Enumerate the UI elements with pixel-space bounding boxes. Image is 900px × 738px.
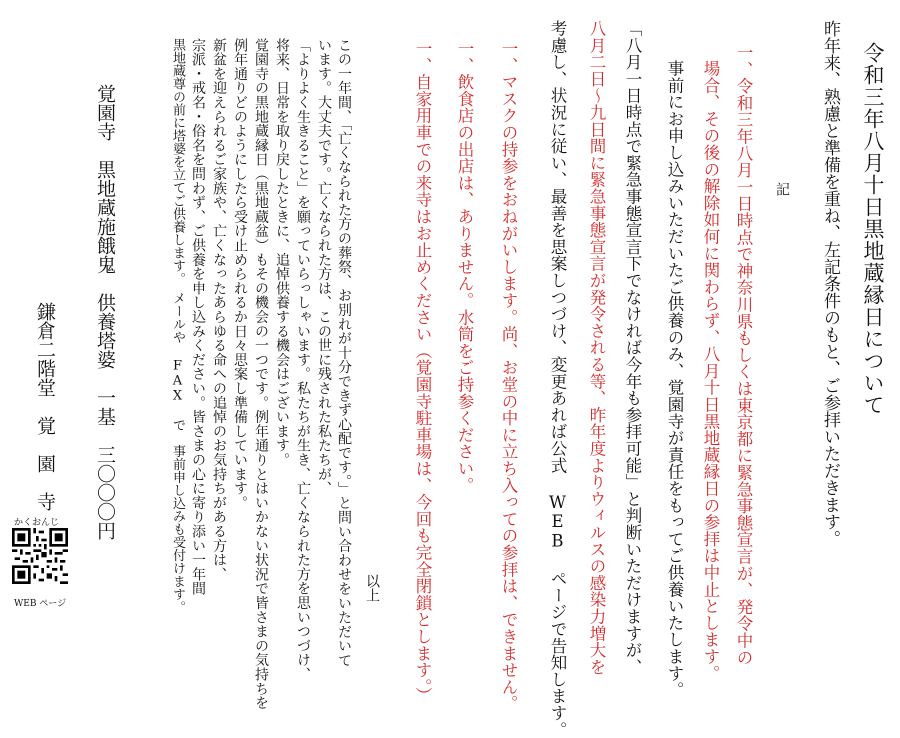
offering-line: 覚園寺 黒地蔵施餓鬼 供養塔婆 一基 三〇〇〇円 [94,84,116,540]
web-page-caption: WEB ページ [14,599,67,609]
message-line: 「よりよく生きること」を願っていらっしゃいます。私たちが生き、亡くなられた方を思いつづけ、 [295,38,311,682]
condition-line: 考慮し、状況に従い、最善を思案しつづけ、変更あれば公式 WEB ページで告知します。 [548,20,567,738]
condition-line: 八月二日〜九日間に緊急事態宣言が発令される等、昨年度よりウィルスの感染力増大を [587,20,606,676]
condition-line: 一、飲食店の出店は、ありません。水筒をご持参ください。 [455,40,474,494]
message-line: 黒地蔵尊の前に塔婆を立てご供養します。 メールや FAX で 事前申し込みも受付けます。 [170,38,185,614]
condition-line: 一、令和三年八月一日時点で神奈川県もしくは東京都に緊急事態宣言が、発令中の [734,44,753,666]
condition-line: 事前にお申し込みいただいたご供養のみ、覚園寺が責任をもってご供養いたします。 [665,60,684,699]
condition-line: 一、自家用車での来寺はお止めください（覚園寺駐車場は、今回も完全閉鎖とします。） [413,40,432,704]
message-line: 例年通りどのようにしたら受け止められるか日々思案し準備しています。 [232,38,248,510]
condition-line: 「八月一日時点で緊急事態宣言下でなければ今年も参拝可能」と判断いただけますが、 [623,20,642,676]
condition-line: 一、マスクの持参をおねがいします。尚、お堂の中に立ち入っての参拝は、できません。 [499,40,518,712]
message-line: 新盆を迎えられるご家族や、亡くなったあらゆる命への追悼のお気持ちがある方は、 [211,38,227,582]
qr-caption: かくおんじ [14,518,60,528]
condition-line: 場合、その後の解除如何に関わらず、八月十日黒地蔵縁日の参拝は中止とします。 [701,60,720,682]
message-line: 将来、日常を取り戻したときに、追悼供養する機会はございます。 [274,38,290,467]
ijo-mark: 以上 [364,574,380,602]
temple-signature: 鎌倉二階堂 覚 園 寺 [34,302,56,511]
message-line: 宗派・戒名・俗名を問わず、ご供養を申し込みください。皆さまの心に寄り添い一年間 [190,38,206,596]
ki-mark: 記 [774,182,790,196]
message-line: います。大丈夫です。亡くなられた方は、この世に残された私たちが、 [316,38,332,496]
qr-code-icon[interactable] [12,528,68,584]
message-line: 覚園寺の黒地蔵縁日（黒地蔵盆）もその機会の一つです。例年通りとはいかない状況で皆さまの気持ちを [253,38,269,711]
page-title: 令和三年八月十日黒地蔵縁日について [861,42,885,416]
intro-text: 昨年来、熟慮と準備を重ね、左記条件のもと、ご参拝いただきます。 [820,20,840,547]
message-line: この一年間、「亡くなられた方の葬祭、お別れが十分できず心配です。」と問い合わせをいただいて [336,38,352,668]
